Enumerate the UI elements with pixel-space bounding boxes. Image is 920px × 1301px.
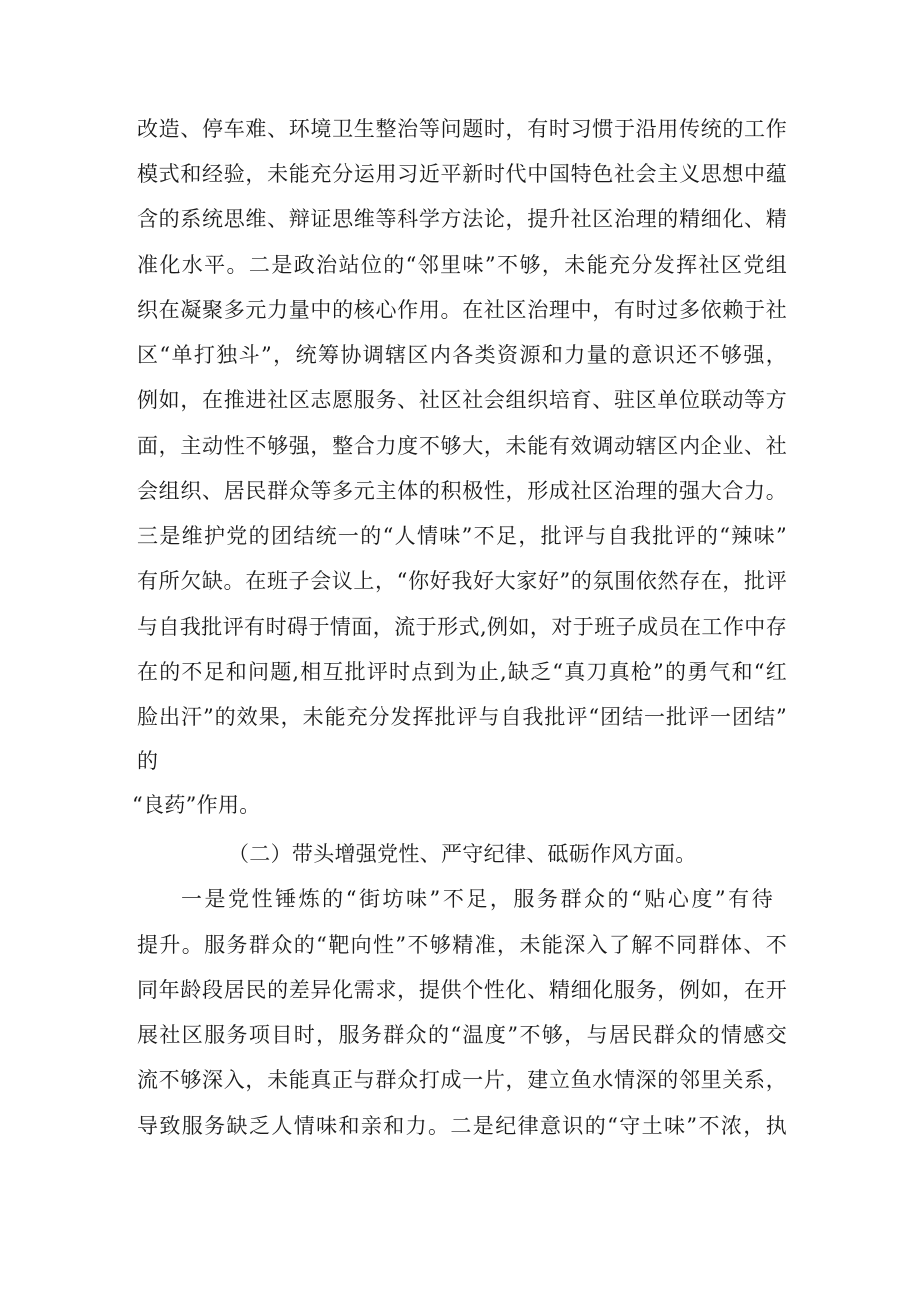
text-line: 例如，在推进社区志愿服务、社区社会组织培育、驻区单位联动等方	[137, 388, 787, 412]
text-line: 提升。服务群众的“靶向性”不够精准，未能深入了解不同群体、不	[137, 933, 787, 957]
text-line: 改造、停车难、环境卫生整治等问题时，有时习惯于沿用传统的工作	[137, 117, 787, 141]
text-line: 同年龄段居民的差异化需求，提供个性化、精细化服务，例如，在开	[137, 978, 787, 1002]
text-line: 三是维护党的团结统一的“人情味”不足，批评与自我批评的“辣味”	[137, 524, 787, 548]
text-line: 在的不足和问题,相互批评时点到为止,缺乏“真刀真枪”的勇气和“红	[137, 660, 787, 684]
text-line: 流不够深入，未能真正与群众打成一片，建立鱼水情深的邻里关系，	[137, 1068, 787, 1092]
section2-heading: （二）带头增强党性、严守纪律、砥砺作风方面。	[228, 842, 697, 866]
text-line: 导致服务缺乏人情味和亲和力。二是纪律意识的“守土味”不浓，执	[137, 1114, 787, 1138]
text-line: 与自我批评有时碍于情面，流于形式,例如，对于班子成员在工作中存	[137, 615, 787, 639]
text-line: 准化水平。二是政治站位的“邻里味”不够，未能充分发挥社区党组	[137, 253, 787, 277]
text-line: 面，主动性不够强，整合力度不够大，未能有效调动辖区内企业、社	[137, 434, 787, 458]
text-line: 区“单打独斗”，统筹协调辖区内各类资源和力量的意识还不够强，	[137, 343, 787, 367]
text-line: 有所欠缺。在班子会议上，“你好我好大家好”的氛围依然存在，批评	[137, 569, 787, 593]
text-line: 含的系统思维、辩证思维等科学方法论，提升社区治理的精细化、精	[137, 207, 787, 231]
text-line: 模式和经验，未能充分运用习近平新时代中国特色社会主义思想中蕴	[137, 162, 787, 186]
text-line: 织在凝聚多元力量中的核心作用。在社区治理中，有时过多依赖于社	[137, 298, 787, 322]
text-line: 会组织、居民群众等多元主体的积极性，形成社区治理的强大合力。	[137, 479, 787, 503]
text-line: “良药”作用。	[132, 793, 261, 817]
text-line: 脸出汗”的效果，未能充分发挥批评与自我批评“团结一批评一团结”	[137, 705, 787, 729]
text-line: 展社区服务项目时，服务群众的“温度”不够，与居民群众的情感交	[137, 1023, 787, 1047]
text-line: 的	[137, 749, 159, 773]
text-line: 一是党性锤炼的“街坊味”不足，服务群众的“贴心度”有待	[181, 887, 773, 911]
